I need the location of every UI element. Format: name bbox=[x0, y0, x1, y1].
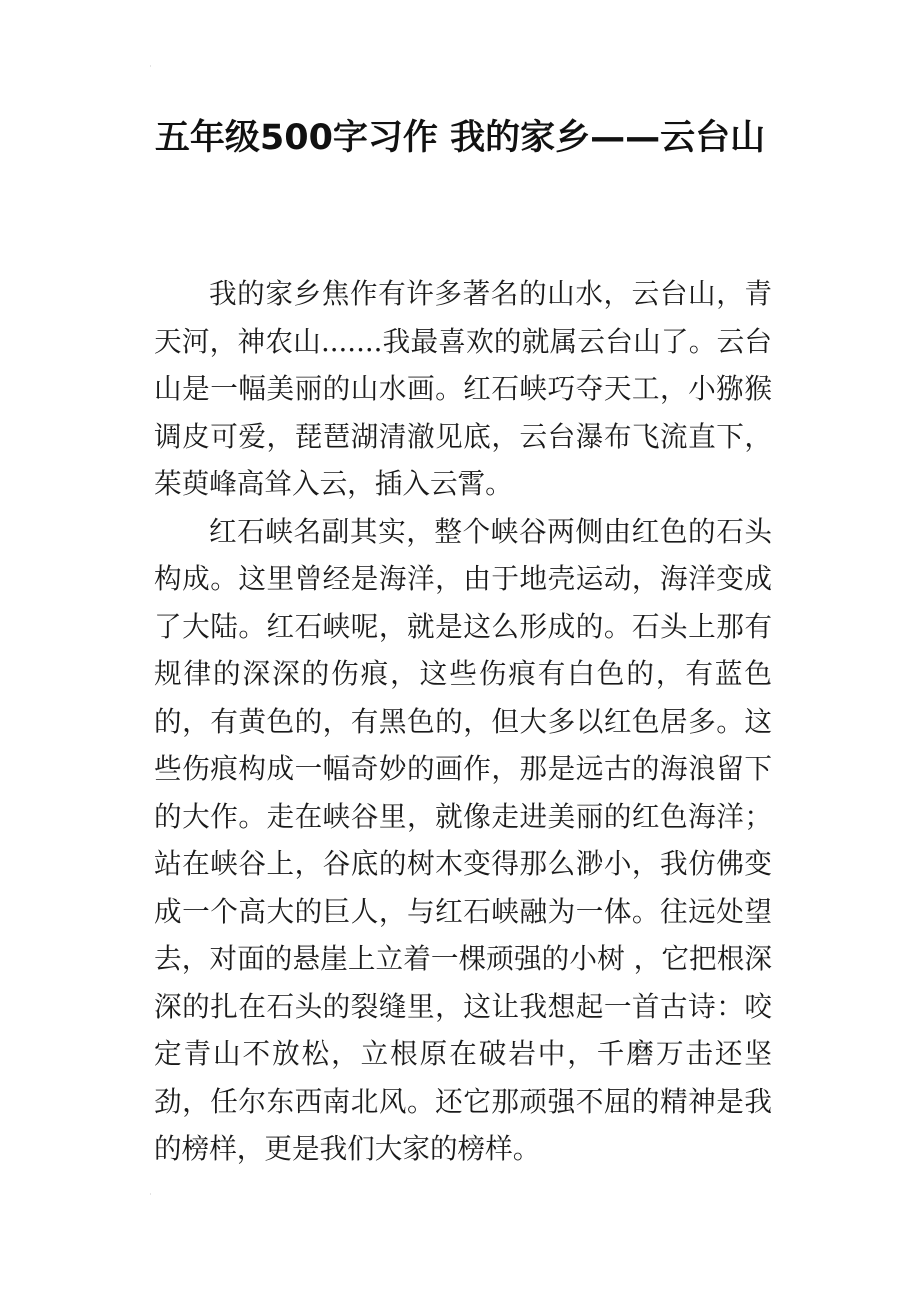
corner-mark-icon: ˙ bbox=[148, 65, 153, 76]
document-body bbox=[154, 270, 772, 1173]
paragraph-intro: 我的家乡焦作有许多著名的山水，云台山，青天河，神农山.......我最喜欢的就属云台山了。云台山是一幅美丽的山水画。红石峡巧夺天工，小猕猴调皮可爱，琵琶湖清澈见底，云台瀑布飞流直下，茱萸峰高耸入云，插入云霄。 bbox=[154, 277, 772, 500]
corner-mark-icon: ˙ bbox=[148, 1193, 153, 1204]
paragraph-red-stone-gorge: 红石峡名副其实，整个峡谷两侧由红色的石头构成。这里曾经是海洋，由于地壳运动，海洋变成了大陆。红石峡呢，就是这么形成的。石头上那有规律的深深的伤痕，这些伤痕有白色的，有蓝色的，有黄色的，有黑色的，但大多以红色居多。这些伤痕构成一幅奇妙的画作，那是远古的海浪留下的大作。走在峡谷里，就像走进美丽的红色海洋；站在峡谷上，谷底的树木变得那么渺小，我仿佛变成一个高大的巨人，与红石峡融为一体。往远处望去，对面的悬崖上立着一棵顽强的小树 ，它把根深深的扎在石头的裂缝里，这让我想起一首古诗：咬定青山不放松，立根原在破岩中，千磨万击还坚劲，任尔东西南北风。还它那顽强不屈的精神是我的榜样，更是我们大家的榜样。 bbox=[154, 514, 772, 1165]
document-title: 五年级500字习作 我的家乡——云台山 bbox=[154, 118, 766, 158]
